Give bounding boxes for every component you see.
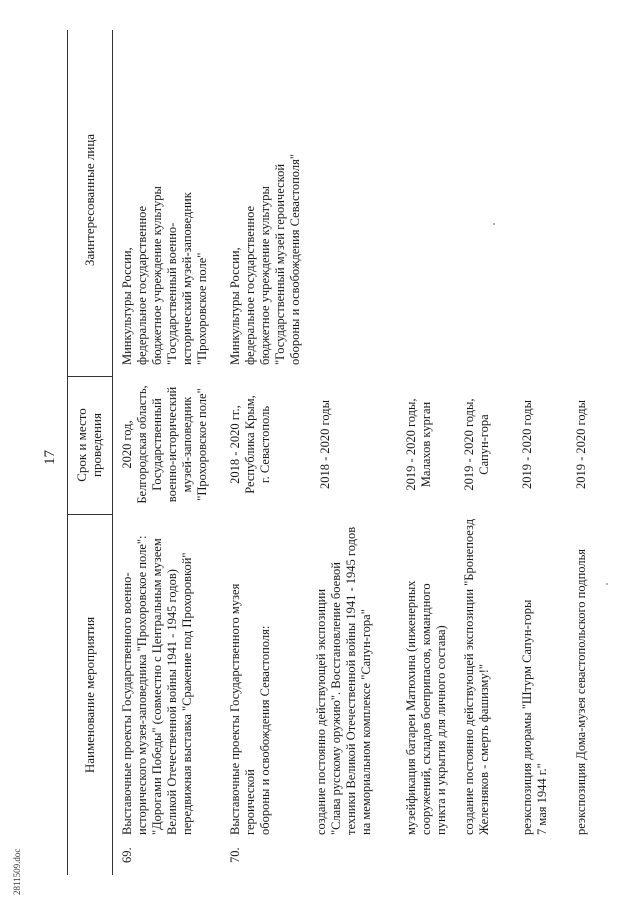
subitem-name <box>574 515 589 835</box>
document-id: 2811509.doc <box>12 848 22 895</box>
row-parties-line: исторический музей-заповедник <box>180 192 194 365</box>
row-date-line: г. Севастополь <box>258 405 272 484</box>
row-date-line: 2018 - 2020 гг., <box>228 405 242 484</box>
subitem-name <box>462 515 492 835</box>
subitem-date-line: 2019 - 2020 годы, <box>462 398 476 491</box>
subitem-name-line: музейфикация батареи Матюхина (инженерных <box>404 580 418 835</box>
row-name-line: передвижная выставка "Сражение под Прохоровкой" <box>180 552 194 835</box>
subitem-date-line: 2019 - 2020 годы <box>520 400 534 490</box>
row-parties-line: "Государственный военно- <box>165 222 179 365</box>
subitem-name-line: создание постоянно действующей экспозиции <box>314 588 328 835</box>
subitem-date <box>574 382 589 507</box>
row-parties-line: обороны и освобождения Севастополя" <box>288 154 302 365</box>
row-parties-line: федеральное государственное <box>135 205 149 365</box>
row-name-line: исторического музея-заповедника "Прохоровское поле": <box>135 535 149 835</box>
col-divider-1 <box>67 514 112 515</box>
row-date-line: Республика Крым, <box>243 395 257 494</box>
row-number: 70. <box>228 847 242 863</box>
subitem-name-line: на мемориальном комплексе "Сапун-гора" <box>359 609 373 835</box>
page-number: 17 <box>42 450 58 465</box>
row-parties <box>120 35 210 365</box>
row-name-line: Великой Отечественной войны 1941 - 1945 годов) <box>165 569 179 835</box>
row-name-line: обороны и освобождения Севастополя: <box>258 625 272 835</box>
row-number: 69. <box>120 847 134 863</box>
subitem-date <box>404 382 434 507</box>
row-parties-line: "Прохоровское поле" <box>195 252 209 365</box>
scan-dot <box>493 223 495 225</box>
subitem-date-line: Малахов курган <box>419 401 433 488</box>
subitem-name <box>520 515 550 835</box>
table-header-border <box>112 30 113 875</box>
subitem-name-line: сооружений, складов боеприпасов, командного <box>419 583 433 835</box>
subitem-name <box>314 515 374 835</box>
col-divider-2 <box>67 376 112 377</box>
subitem-date <box>520 382 535 507</box>
row-parties-line: Минкультуры России, <box>228 247 242 365</box>
subitem-name-line: Железняков - смерть фашизму!" <box>477 664 491 835</box>
row-date-line: Белгородская область, <box>135 385 149 504</box>
scan-dot <box>606 583 608 585</box>
row-date-line: 2020 год, <box>120 420 134 469</box>
subitem-name-line: 7 мая 1944 г." <box>535 763 549 835</box>
subitem-date-line: Сапун-гора <box>477 414 491 475</box>
row-name <box>120 515 195 835</box>
table-top-border <box>67 30 68 875</box>
row-name-line: Выставочные проекты Государственного военно- <box>120 572 134 835</box>
row-date <box>120 382 210 507</box>
row-parties-line: Минкультуры России, <box>120 247 134 365</box>
subitem-name-line: реэкспозиция диорамы "Штурм Сапун-горы <box>520 599 534 835</box>
subitem-date-line: 2019 - 2020 годы <box>574 400 588 490</box>
row-parties-line: бюджетное учреждение культуры <box>258 186 272 365</box>
header-name: Наименование мероприятия <box>82 616 97 774</box>
row-name-line: "Дорогами Победы" (совместно с Центральным музеем <box>150 538 164 835</box>
subitem-name-line: пункта и укрытия для личного состава) <box>434 625 448 835</box>
row-date-line: музей-заповедник <box>180 396 194 493</box>
subitem-date <box>462 382 492 507</box>
subitem-name-line: техники Великой Отечественной войны 1941 - 1945 годов <box>344 526 358 835</box>
row-parties-line: бюджетное учреждение культуры <box>150 186 164 365</box>
row-date <box>228 382 273 507</box>
subitem-name-line: "Слава русскому оружию". Восстановление боевой <box>329 562 343 835</box>
subitem-name-line: реэкспозиция Дома-музея севастопольского подполья <box>574 548 588 835</box>
subitem-name-line: создание постоянно действующей экспозиции "Бронепоезд <box>462 518 476 835</box>
row-parties-line: "Государственный музей героической <box>273 163 287 365</box>
subitem-name <box>404 515 449 835</box>
row-parties <box>228 35 303 365</box>
row-date-line: Государственный <box>150 398 164 491</box>
subitem-date-line: 2018 - 2020 годы <box>318 400 332 490</box>
row-date-line: "Прохоровское поле" <box>195 388 209 501</box>
row-date-line: военно-исторический <box>165 386 179 503</box>
row-parties-line: федеральное государственное <box>243 205 257 365</box>
row-name <box>228 515 273 835</box>
row-name-line: Выставочные проекты Государственного музея героической <box>228 583 257 835</box>
subitem-date-line: 2019 - 2020 годы, <box>404 398 418 491</box>
subitem-date <box>318 382 333 507</box>
header-parties: Заинтересованные лица <box>82 133 97 267</box>
header-date: Срок и место проведения <box>74 408 104 482</box>
